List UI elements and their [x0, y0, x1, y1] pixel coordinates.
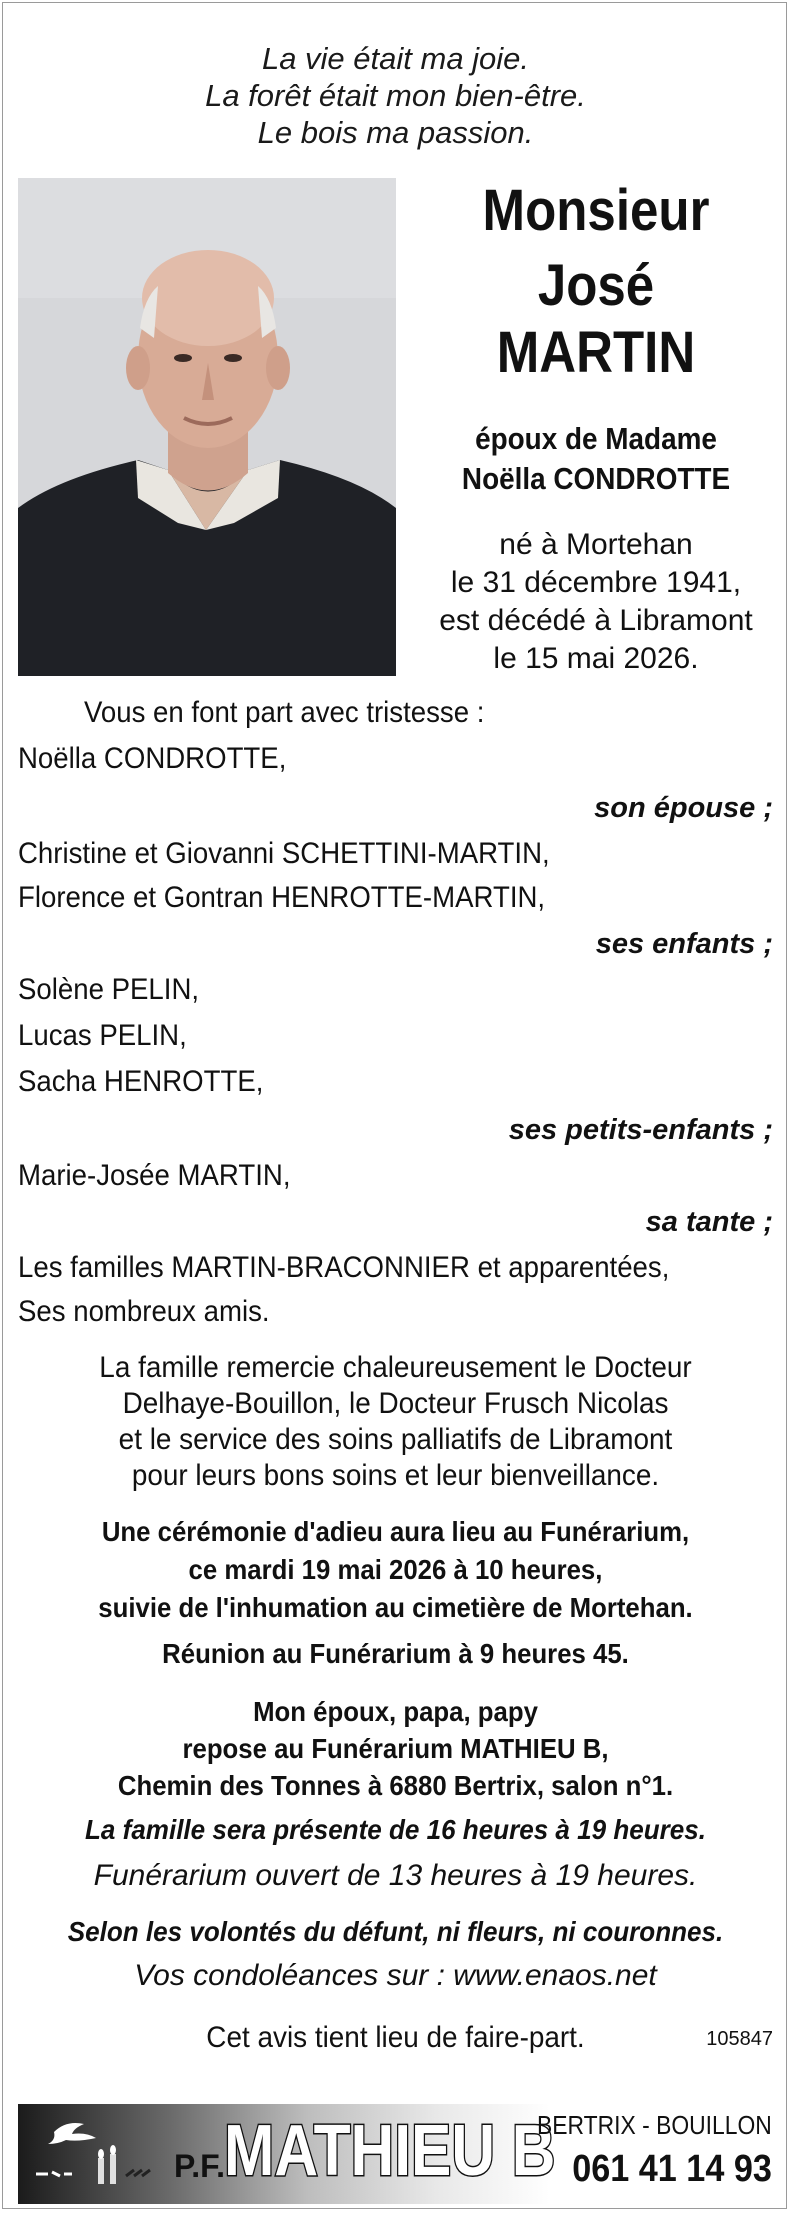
ceremony-line-1: Une cérémonie d'adieu aura lieu au Funérarium, [101, 1516, 690, 1547]
death-line-2: le 15 mai 2026. [493, 642, 699, 675]
notice-line: Cet avis tient lieu de faire-part. [206, 2021, 585, 2054]
deceased-first-name: José [537, 253, 655, 318]
thanks-line-4: pour leurs bons soins et leur bienveillance. [131, 1459, 660, 1492]
role-children: ses enfants ; [595, 928, 773, 960]
family-others-1: Les familles MARTIN-BRACONNIER et apparentées, [18, 1251, 670, 1284]
family-child-1: Christine et Giovanni SCHETTINI-MARTIN, [18, 837, 550, 870]
deceased-title: Monsieur [482, 178, 710, 243]
reference-number: 105847 [706, 2028, 773, 2050]
family-spouse: Noëlla CONDROTTE, [18, 742, 287, 775]
funeral-home-locations: BERTRIX - BOUILLON [537, 2110, 772, 2140]
epitaph-line-1: La vie était ma joie. [261, 41, 530, 76]
funeral-home-phone: 061 41 14 93 [572, 2148, 772, 2190]
family-aunt: Marie-Josée MARTIN, [18, 1159, 291, 1192]
role-grandchildren: ses petits-enfants ; [508, 1114, 773, 1146]
rests-line-1: Mon époux, papa, papy [253, 1696, 538, 1727]
ceremony-line-2: ce mardi 19 mai 2026 à 10 heures, [188, 1554, 603, 1585]
family-grandchild-2: Lucas PELIN, [18, 1019, 187, 1052]
role-spouse: son épouse ; [594, 792, 773, 824]
role-aunt: sa tante ; [645, 1206, 773, 1238]
spouse-line-1: époux de Madame [475, 421, 717, 456]
ceremony-line-3: suivie de l'inhumation au cimetière de Mortehan. [98, 1592, 693, 1623]
announcement: Vous en font part avec tristesse : [84, 696, 485, 729]
rests-line-2: repose au Funérarium MATHIEU B, [182, 1733, 609, 1764]
opening-hours: Funérarium ouvert de 13 heures à 19 heures. [93, 1859, 698, 1892]
meeting-line: Réunion au Funérarium à 9 heures 45. [162, 1638, 629, 1669]
birth-line-1: né à Mortehan [499, 528, 693, 561]
thanks-line-1: La famille remercie chaleureusement le Docteur [99, 1351, 692, 1384]
family-others-2: Ses nombreux amis. [18, 1295, 270, 1328]
death-line-1: est décédé à Libramont [439, 604, 753, 637]
funeral-home-prefix: P.F. [174, 2148, 225, 2184]
dove-candle-icon [26, 2110, 166, 2198]
wishes-line: Selon les volontés du défunt, ni fleurs, ni couronnes. [67, 1916, 724, 1947]
deceased-last-name: MARTIN [496, 320, 696, 385]
epitaph-line-2: La forêt était mon bien-être. [205, 78, 586, 113]
spouse-line-2: Noëlla CONDROTTE [461, 461, 731, 496]
funeral-home-brand: MATHIEU B [224, 2111, 556, 2191]
epitaph-line-3: Le bois ma passion. [257, 115, 534, 150]
thanks-line-3: et le service des soins palliatifs de Libramont [118, 1423, 673, 1456]
family-presence: La famille sera présente de 16 heures à 19 heures. [85, 1814, 706, 1845]
funeral-home-banner [18, 2104, 778, 2204]
family-grandchild-1: Solène PELIN, [18, 973, 200, 1006]
rests-line-3: Chemin des Tonnes à 6880 Bertrix, salon n°1. [117, 1770, 674, 1801]
family-child-2: Florence et Gontran HENROTTE-MARTIN, [18, 881, 546, 914]
condolences-line: Vos condoléances sur : www.enaos.net [134, 1959, 657, 1992]
portrait-photo [18, 178, 396, 676]
family-grandchild-3: Sacha HENROTTE, [18, 1065, 264, 1098]
thanks-line-2: Delhaye-Bouillon, le Docteur Frusch Nicolas [122, 1387, 669, 1420]
birth-line-2: le 31 décembre 1941, [450, 566, 742, 599]
